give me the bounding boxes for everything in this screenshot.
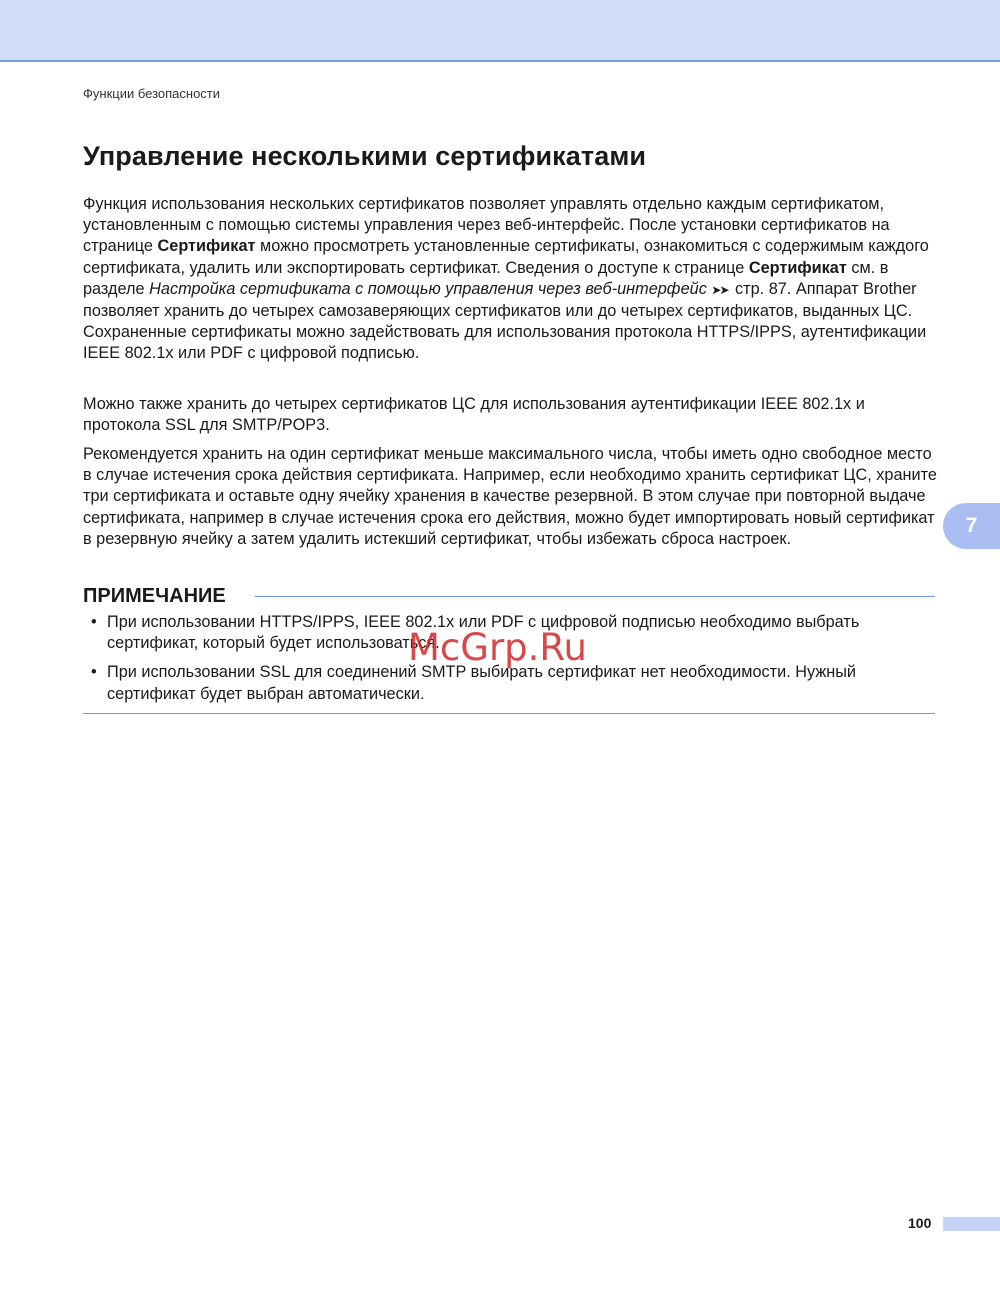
note-item: • При использовании SSL для соединений SMTP выбирать сертификат нет необходимости. Нужный сертификат будет выбран автоматически. <box>83 662 943 704</box>
watermark: McGrp.Ru <box>408 626 587 669</box>
chapter-tab: 7 <box>943 503 1000 549</box>
note-heading: ПРИМЕЧАНИЕ <box>83 585 226 607</box>
page-number: 100 <box>908 1215 932 1231</box>
page-title: Управление несколькими сертификатами <box>83 141 647 171</box>
paragraph-1-text-4: стр. 87. Аппарат Brother позволяет хранить до четырех самозаверяющих сертификатов или до четырех сертификатов, выданных ЦС. Сохраненные сертификаты можно задействовать для использования протокола HTTPS/IPPS, аутентификации IEEE 802.1x или PDF с цифровой подписью. <box>83 279 927 363</box>
note-item: • При использовании HTTPS/IPPS, IEEE 802.1x или PDF с цифровой подписью необходимо выбрать сертификат, который будет использоваться. <box>83 612 943 654</box>
paragraph-1-text-1: Функция использования нескольких сертификатов позволяет управлять отдельно каждым сертификатом, установленным с помощью системы управления через веб-интерфейс. После установки сертификатов на странице <box>83 195 890 256</box>
certificate-page-term-1: Сертификат <box>157 237 256 256</box>
paragraph-1 <box>83 194 943 365</box>
paragraph-3: Рекомендуется хранить на один сертификат меньше максимального числа, чтобы иметь одно свободное место в случае истечения срока действия сертификата. Например, если необходимо хранить сертификат ЦС, храните три сертификата и оставьте одну ячейку хранения в качестве резервной. В этом случае при повторной выдаче сертификата, например в случае истечения срока его действия, можно будет импортировать новый сертификат в резервную ячейку а затем удалить истекший сертификат, чтобы избежать сброса настроек. <box>83 445 937 548</box>
running-header: Функции безопасности <box>83 86 221 101</box>
paragraph-1-text-2: можно просмотреть установленные сертификаты, ознакомиться с содержимым каждого сертификата, удалить или экспортировать сертификат. Сведения о доступе к странице <box>83 237 929 277</box>
note-divider-bottom <box>83 713 935 714</box>
paragraph-1-text-3: см. в разделе <box>83 258 889 298</box>
double-arrow-icon: ➤➤ <box>711 282 728 297</box>
paragraph-2: Можно также хранить до четырех сертификатов ЦС для использования аутентификации IEEE 802.1x и протокола SSL для SMTP/POP3. <box>83 395 865 435</box>
cross-reference-link[interactable]: Настройка сертификата с помощью управления через веб-интерфейс <box>149 279 707 298</box>
top-band <box>0 0 1000 62</box>
footer-bar <box>943 1217 1000 1231</box>
certificate-page-term-2: Сертификат <box>748 258 847 277</box>
note-divider-top <box>255 596 935 597</box>
